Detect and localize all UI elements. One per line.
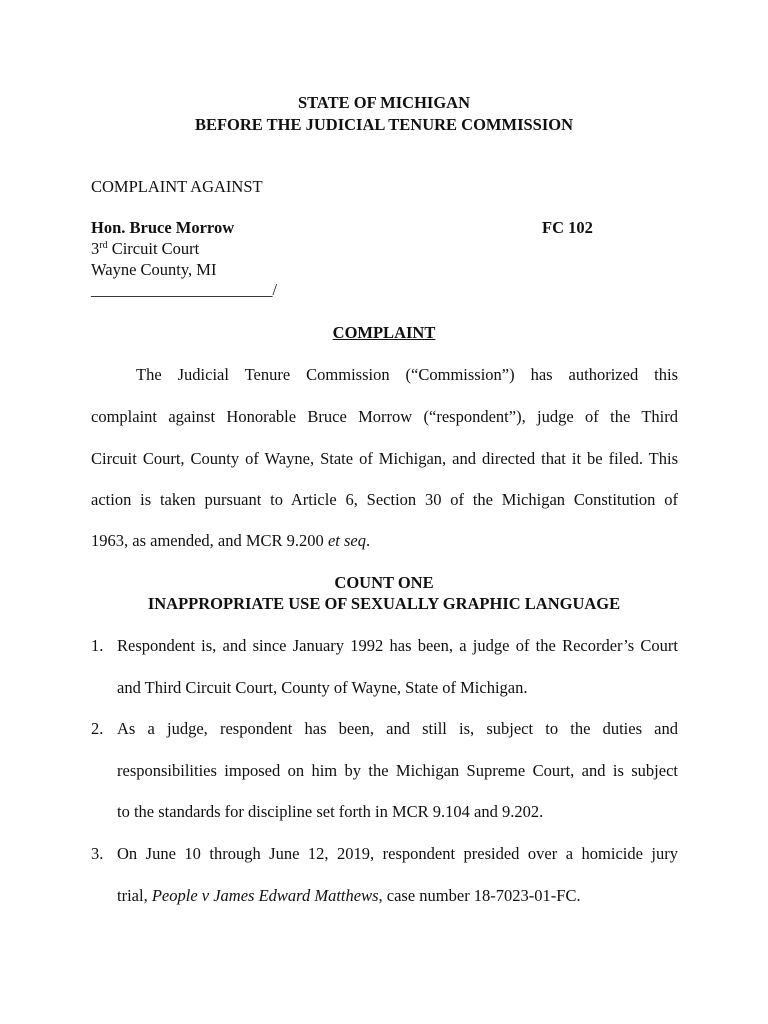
count-title: COUNT ONE [334, 573, 434, 592]
court-name: Circuit Court [107, 239, 200, 258]
case-name: People v James Edward Matthews [151, 886, 379, 905]
item-2-line-3: to the standards for discipline set forth in MCR 9.104 and 9.202. [117, 802, 544, 821]
item-1-line-1: Respondent is, and since January 1992 has been, a judge of the Recorder’s Court [117, 636, 678, 655]
court-line [91, 239, 199, 259]
signature-line: ______________________/ [91, 280, 278, 299]
state-heading: STATE OF MICHIGAN [297, 93, 471, 112]
complaint-against-label: COMPLAINT AGAINST [91, 177, 263, 196]
item-3-line-1: On June 10 through June 12, 2019, respondent presided over a homicide jury [117, 844, 678, 863]
intro-line-4: action is taken pursuant to Article 6, Section 30 of the Michigan Constitution of [91, 490, 678, 509]
item-2-line-1: As a judge, respondent has been, and still is, subject to the duties and [117, 719, 678, 738]
file-number: FC 102 [542, 218, 593, 237]
count-subtitle: INAPPROPRIATE USE OF SEXUALLY GRAPHIC LANGUAGE [147, 594, 621, 613]
item-1-line-2: and Third Circuit Court, County of Wayne, State of Michigan. [117, 678, 528, 697]
intro-line-5 [91, 531, 678, 551]
item-3-number: 3. [91, 844, 104, 863]
item-2-number: 2. [91, 719, 104, 738]
intro-line-1: The Judicial Tenure Commission (“Commission”) has authorized this [136, 365, 678, 384]
item-3-line-2-text: trial, [117, 886, 152, 905]
intro-line-5-end: . [365, 531, 371, 550]
court-ordinal-suffix: rd [99, 240, 108, 251]
item-3-line-2 [117, 886, 678, 906]
respondent-name: Hon. Bruce Morrow [91, 218, 235, 237]
case-number-text: , case number 18-7023-01-FC. [378, 886, 581, 905]
et-seq-text: et seq [327, 531, 366, 550]
intro-line-5-text: 1963, as amended, and MCR 9.200 [91, 531, 328, 550]
court-ordinal-num: 3 [91, 239, 100, 258]
intro-line-2: complaint against Honorable Bruce Morrow (“respondent”), judge of the Third [91, 407, 678, 426]
complaint-title: COMPLAINT [332, 323, 436, 342]
item-2-line-2: responsibilities imposed on him by the Michigan Supreme Court, and is subject [117, 761, 678, 780]
county-line: Wayne County, MI [91, 260, 217, 279]
intro-line-3: Circuit Court, County of Wayne, State of Michigan, and directed that it be filed. This [91, 449, 678, 468]
commission-heading: BEFORE THE JUDICIAL TENURE COMMISSION [194, 115, 574, 134]
item-1-number: 1. [91, 636, 104, 655]
